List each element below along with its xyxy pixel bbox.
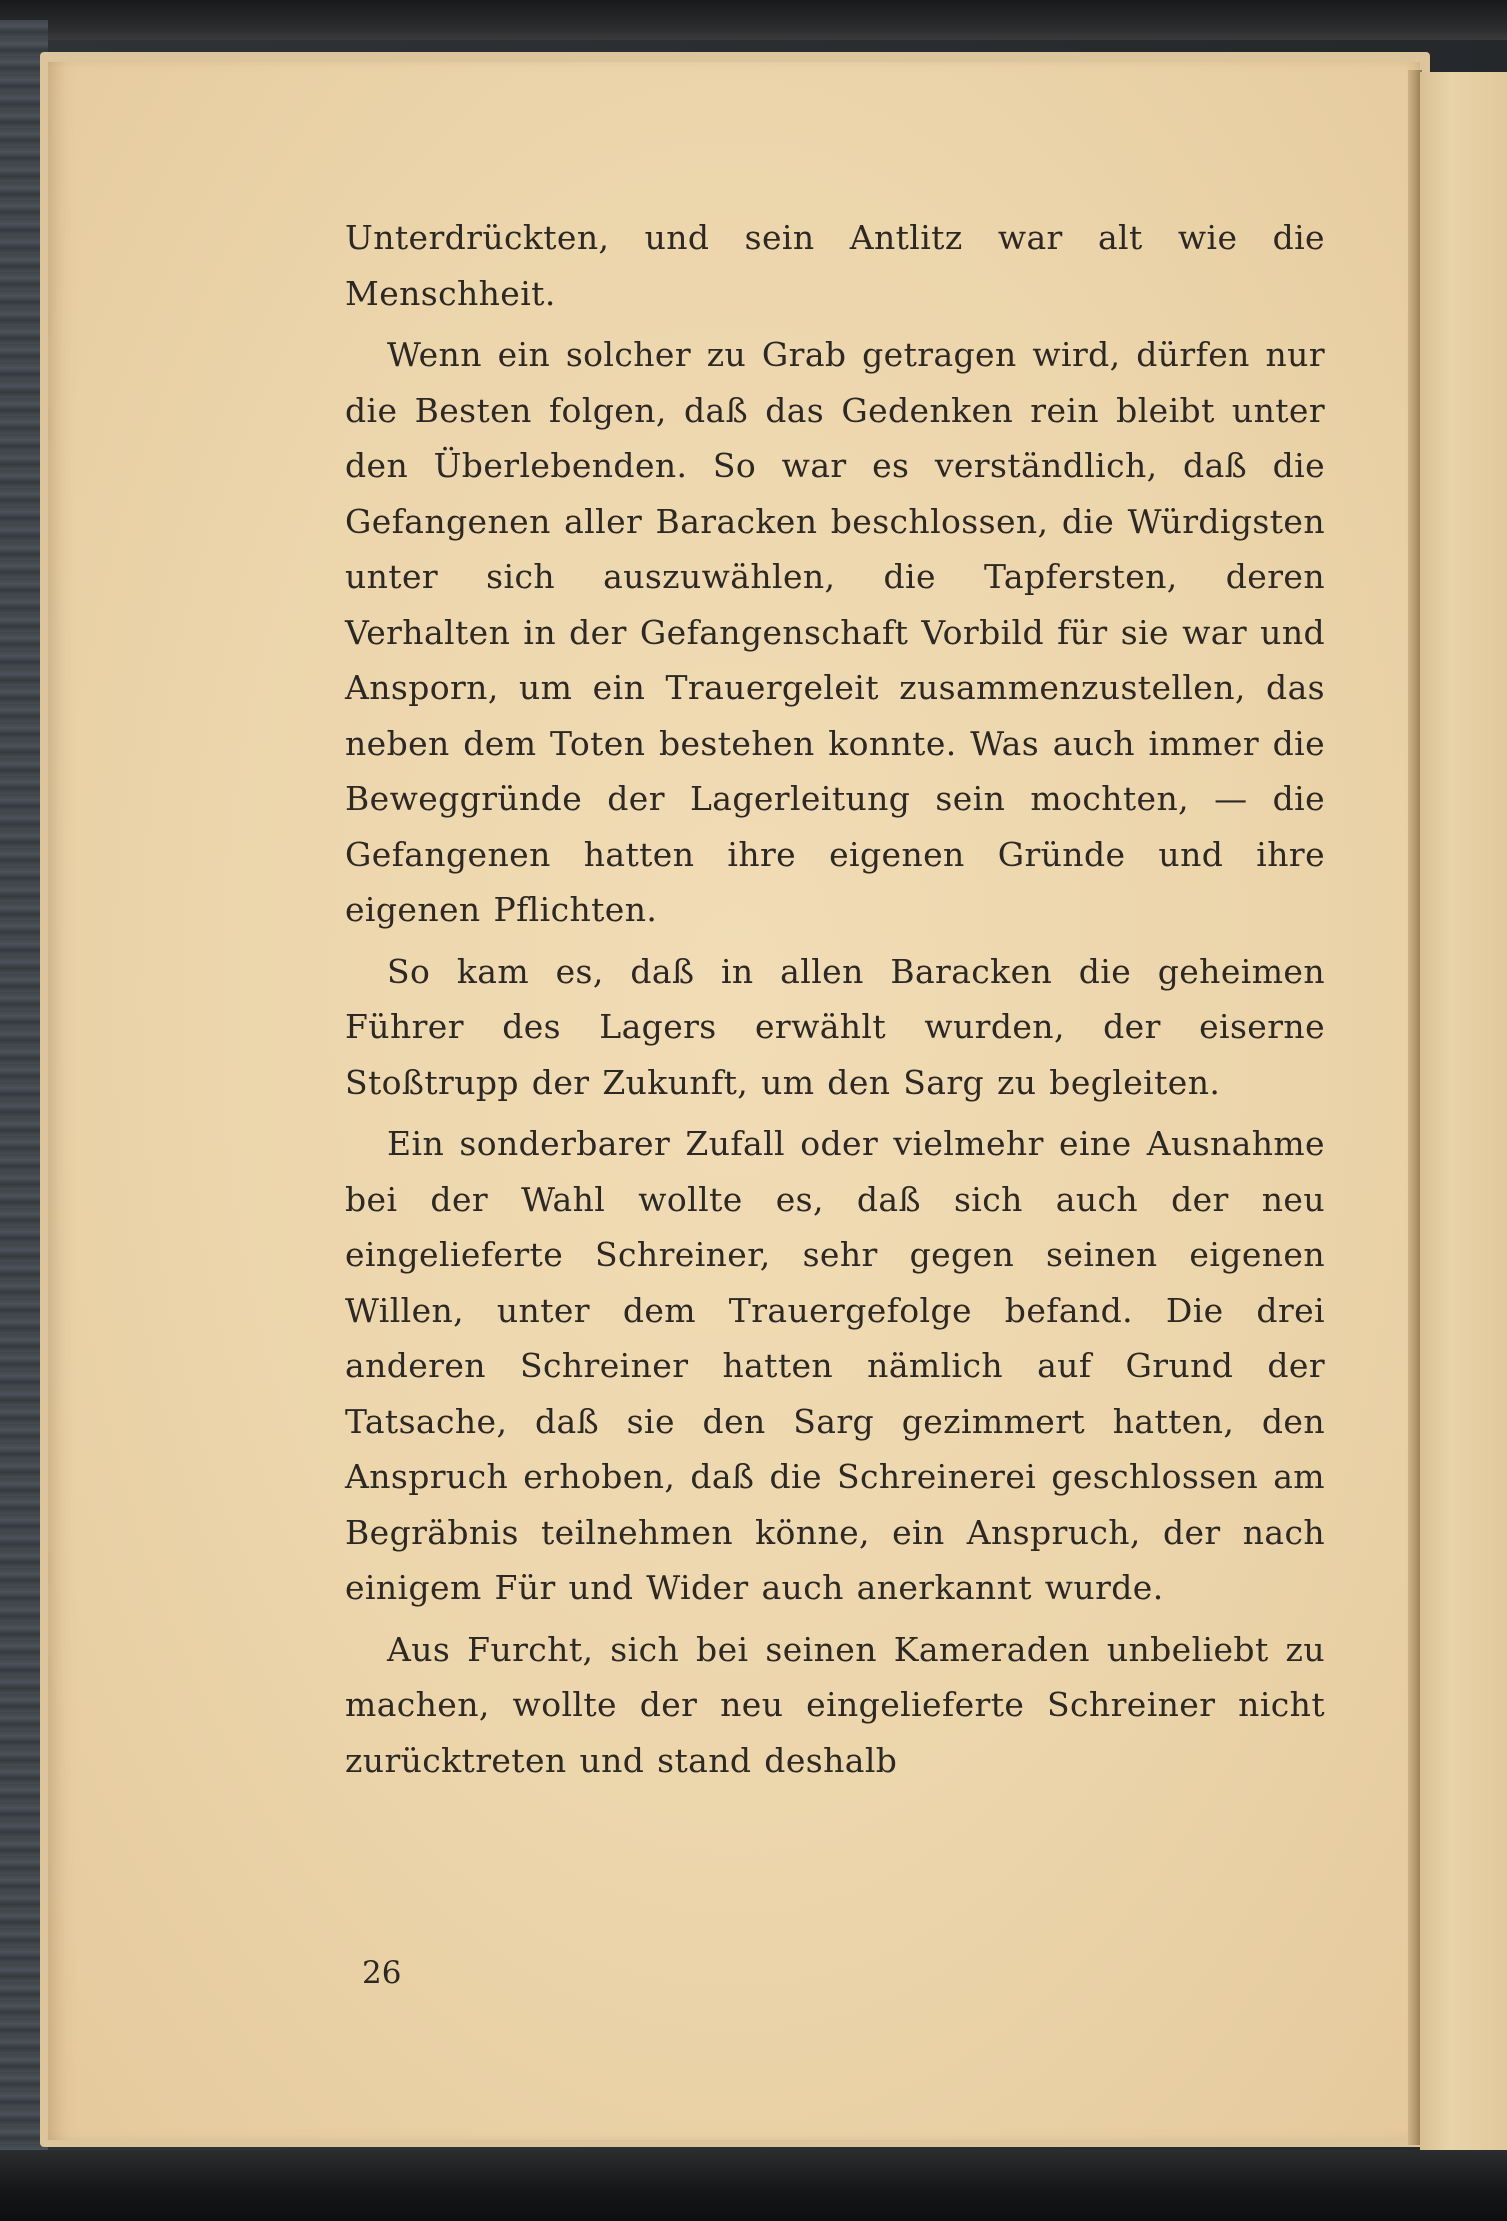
paragraph-continuation: Unterdrückten, und sein Antlitz war alt wie die Menschheit.	[345, 218, 1325, 313]
book-cover-bottom-edge	[0, 2150, 1507, 2221]
page-number: 26	[362, 1955, 402, 1991]
book-cover-top-edge	[0, 0, 1507, 40]
paragraph: Ein sonderbarer Zufall oder vielmehr eine Ausnahme bei der Wahl wollte es, daß sich auch der neu eingelieferte Schreiner, sehr gegen seinen eigenen Willen, unter dem Trauergefolge befand. Die drei anderen Schreiner hatten nämlich auf Grund der Tatsache, daß sie den Sarg gezimmert hatten, den Anspruch erhoben, daß die Schreinerei geschlossen am Begräbnis teilnehmen könne, ein Anspruch, der nach einigem Für und Wider auch anerkannt wurde.	[345, 1124, 1325, 1607]
page-body-text	[345, 210, 1325, 1794]
paragraph: Aus Furcht, sich bei seinen Kameraden unbeliebt zu machen, wollte der neu eingelieferte Schreiner nicht zurücktreten und stand deshalb	[345, 1629, 1325, 1780]
paragraph: Wenn ein solcher zu Grab getragen wird, dürfen nur die Besten folgen, daß das Gedenken rein bleibt unter den Überlebenden. So war es verständlich, daß die Gefangenen aller Baracken beschlossen, die Würdigsten unter sich auszuwählen, die Tapfersten, deren Verhalten in der Gefangenschaft Vorbild für sie war und Ansporn, um ein Trauergeleit zusammenzustellen, das neben dem Toten bestehen konnte. Was auch immer die Beweggründe der Lagerleitung sein mochten, — die Gefangenen hatten ihre eigenen Gründe und ihre eigenen Pflichten.	[345, 335, 1325, 929]
facing-page-edge	[1420, 72, 1507, 2152]
paragraph: So kam es, daß in allen Baracken die geheimen Führer des Lagers erwählt wurden, der eiserne Stoßtrupp der Zukunft, um den Sarg zu begleiten.	[345, 951, 1325, 1102]
